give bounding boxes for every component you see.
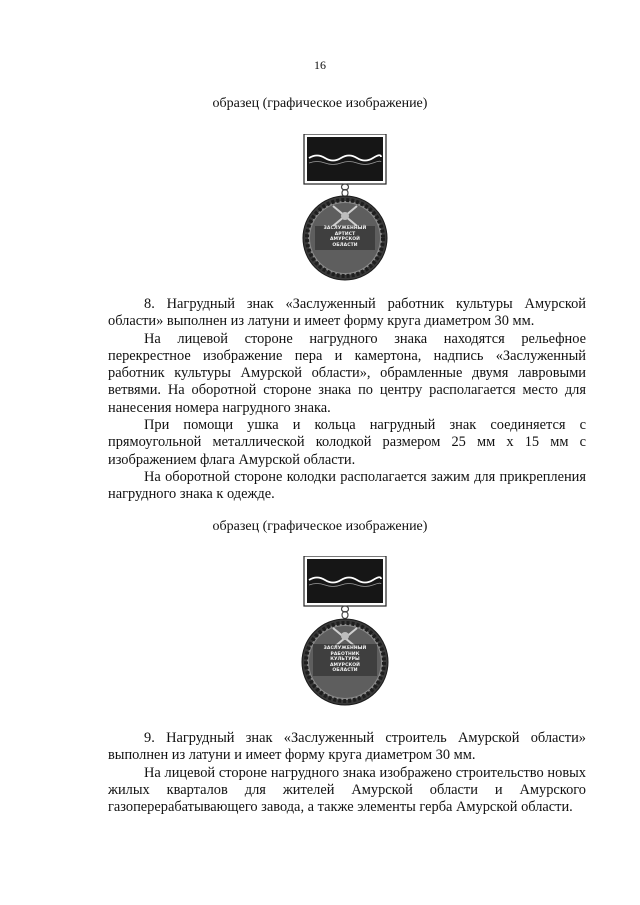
medal-2-line-2: РАБОТНИК — [330, 651, 360, 657]
medal-2-line-4: АМУРСКОЙ — [329, 662, 361, 668]
medal-1-line-2: АРТИСТ — [334, 231, 356, 237]
medal-1-line-3: АМУРСКОЙ — [329, 237, 361, 242]
section-8-paragraph-1: 8. Нагрудный знак «Заслуженный работник культуры Амурской области» выполнен из латуни и имеет форму круга диаметром 30 мм. — [108, 296, 586, 330]
medal-image-1 — [297, 134, 393, 284]
section-9-text — [108, 730, 586, 816]
medal-2-line-3: КУЛЬТУРЫ — [330, 657, 360, 662]
medal-1-line-4: ОБЛАСТИ — [332, 242, 358, 248]
medal-2-line-1: ЗАСЛУЖЕННЫЙ — [323, 646, 367, 651]
medal-2-line-5: ОБЛАСТИ — [332, 668, 358, 673]
section-8-paragraph-4: На оборотной стороне колодки располагается зажим для прикрепления нагрудного знака к одежде. — [108, 468, 586, 503]
medal-1-line-1: ЗАСЛУЖЕННЫЙ — [323, 226, 367, 231]
section-8-paragraph-3: При помощи ушка и кольца нагрудный знак соединяется с прямоугольной металлической колодкой размером 25 мм х 15 мм с изображением флага Амурской области. — [108, 417, 586, 468]
section-9-paragraph-1: 9. Нагрудный знак «Заслуженный строитель Амурской области» выполнен из латуни и имеет форму круга диаметром 30 мм. — [108, 730, 586, 764]
section-8-paragraph-2: На лицевой стороне нагрудного знака находятся рельефное перекрестное изображение пера и камертона, надпись «Заслуженный работник культуры Амурской области», обрамленные двумя лавровыми ветвями. На оборотной стороне знака по центру располагается место для нанесения номера нагрудного знака. — [108, 330, 586, 416]
section-8-text — [108, 296, 586, 504]
caption-sample-2: образец (графическое изображение) — [212, 519, 428, 534]
caption-sample-1: образец (графическое изображение) — [212, 96, 428, 111]
page-number: 16 — [314, 58, 326, 72]
medal-image-2 — [297, 556, 393, 708]
section-9-paragraph-2: На лицевой стороне нагрудного знака изображено строительство новых жилых кварталов для жителей Амурской области и Амурского газоперерабатывающего завода, а также элементы герба Амурской области. — [108, 764, 586, 816]
